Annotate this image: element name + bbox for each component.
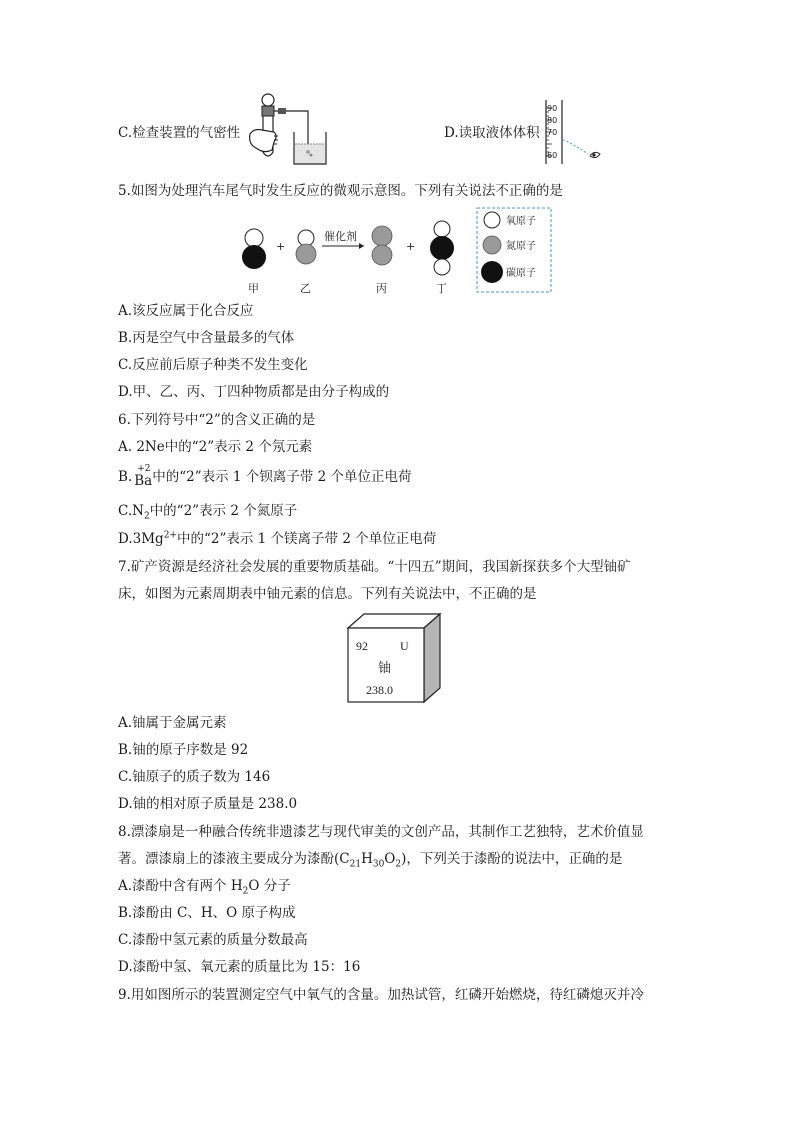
- q7-option-d: D.铀的相对原子质量是 238.0: [118, 796, 298, 812]
- q8-option-b: B.漆酚由 C、H、O 原子构成: [118, 905, 296, 921]
- airtightness-apparatus: [248, 92, 344, 168]
- barium-valence-symbol: +2 Ba: [134, 463, 153, 489]
- legend-nitrogen: 氮原子: [506, 241, 536, 252]
- graduated-cylinder-reading: [540, 98, 604, 168]
- q7-option-b: B.铀的原子序数是 92: [118, 742, 249, 758]
- q8-option-d: D.漆酚中氢、氧元素的质量比为 15：16: [118, 959, 361, 975]
- scale-tick-70: 70: [547, 128, 558, 137]
- q8-stem-line2: 著。漂漆扇上的漆液主要成分为漆酚$(C_{21}H_{30}O_2)$，下列关于漆酚的说法中，正确的是: [118, 851, 623, 870]
- q5-option-a: A.该反应属于化合反应: [118, 303, 254, 319]
- q5-option-d: D.甲、乙、丙、丁四种物质都是由分子构成的: [118, 384, 390, 400]
- q8-stem-line1: 8.漂漆扇是一种融合传统非遗漆艺与现代审美的文创产品，其制作工艺独特，艺术价值显: [118, 824, 644, 840]
- q8-option-a: A.漆酚中含有两个 $H_2O$ 分子: [118, 878, 291, 897]
- molecule-label-jia: 甲: [248, 282, 259, 295]
- scale-tick-60: 60: [547, 151, 558, 160]
- q5-option-c: C.反应前后原子种类不发生变化: [118, 357, 308, 373]
- scale-tick-90: 90: [547, 104, 558, 113]
- q6-b-prefix: B.: [118, 469, 133, 485]
- reaction-micro-diagram: [236, 206, 556, 298]
- q6-option-c: $C.N_2$中的“2”表示 2 个氮原子: [118, 503, 298, 522]
- q6-stem: 6.下列符号中“2”的含义正确的是: [118, 412, 316, 428]
- q7-option-c: C.铀原子的质子数为 146: [118, 769, 271, 785]
- q6-b-rest: 中的“2”表示 1 个钡离子带 2 个单位正电荷: [152, 469, 412, 485]
- q6-option-b: [118, 463, 412, 489]
- q6-option-a: A. 2Ne中的“2”表示 2 个氖元素: [118, 439, 313, 455]
- element-symbol: U: [400, 639, 409, 653]
- q9-stem-line1: 9.用如图所示的装置测定空气中氧气的含量。加热试管，红磷开始燃烧，待红磷熄灭并冷: [118, 987, 644, 1003]
- molecule-label-bing: 丙: [376, 282, 387, 295]
- legend-oxygen: 氧原子: [506, 216, 536, 227]
- q5-stem: 5.如图为处理汽车尾气时发生反应的微观示意图。下列有关说法不正确的是: [118, 183, 563, 199]
- q5-option-b: B.丙是空气中含量最多的气体: [118, 330, 295, 346]
- legend-carbon: 碳原子: [506, 268, 536, 279]
- q4-option-c: C.检查装置的气密性: [118, 125, 241, 141]
- atomic-number: 92: [356, 639, 368, 653]
- plus-sign-2: +: [406, 240, 416, 253]
- q7-option-a: A.铀属于金属元素: [118, 715, 227, 731]
- scale-tick-80: 80: [547, 116, 558, 125]
- plus-sign-1: +: [276, 240, 286, 253]
- q7-stem-line2: 床，如图为元素周期表中铀元素的信息。下列有关说法中，不正确的是: [118, 586, 537, 602]
- atomic-mass: 238.0: [366, 683, 393, 697]
- q8-option-c: C.漆酚中氢元素的质量分数最高: [118, 932, 308, 948]
- molecule-label-ding: 丁: [436, 282, 447, 295]
- uranium-element-cell: [344, 612, 444, 708]
- q4-option-d: D.读取液体体积: [444, 125, 540, 141]
- catalyst-label: 催化剂: [324, 230, 357, 243]
- q7-stem-line1: 7.矿产资源是经济社会发展的重要物质基础。“十四五”期间，我国新探获多个大型铀矿: [118, 559, 631, 575]
- element-name: 铀: [378, 661, 392, 676]
- molecule-label-yi: 乙: [300, 282, 311, 295]
- q6-option-d: $D.3Mg^{2+}$中的“2”表示 1 个镁离子带 2 个单位正电荷: [118, 530, 437, 547]
